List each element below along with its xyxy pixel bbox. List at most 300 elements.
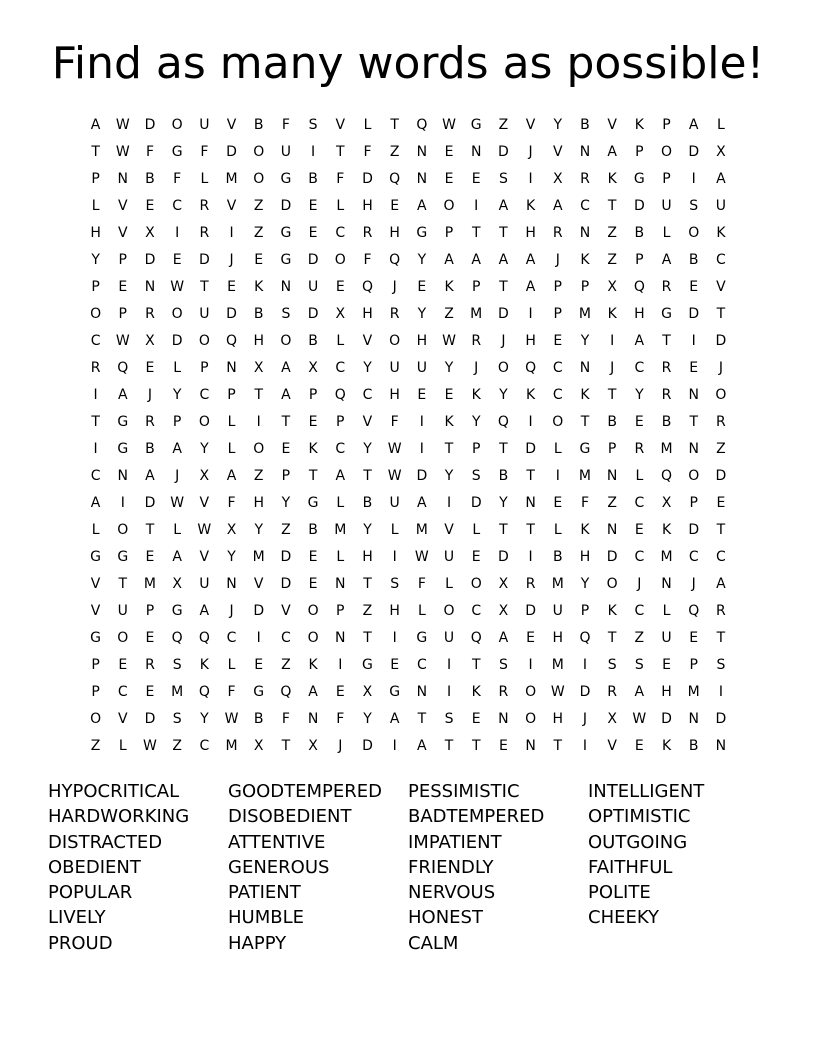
grid-letter: P <box>580 603 590 619</box>
grid-letter: P <box>607 441 617 457</box>
grid-letter: V <box>117 711 128 727</box>
grid-row <box>82 139 742 166</box>
grid-letter: I <box>93 441 98 457</box>
letter-grid <box>82 112 742 760</box>
grid-letter: O <box>525 684 537 700</box>
grid-letter: H <box>661 684 672 700</box>
grid-letter: K <box>607 171 617 187</box>
grid-letter: G <box>416 630 428 646</box>
grid-letter: D <box>144 252 156 268</box>
grid-letter: D <box>362 738 373 754</box>
grid-letter: T <box>471 738 481 754</box>
grid-letter: B <box>145 171 155 187</box>
grid-letter: L <box>91 198 100 214</box>
grid-letter: Q <box>389 171 401 187</box>
grid-letter: Q <box>280 684 292 700</box>
grid-letter: D <box>498 144 509 160</box>
grid-letter: I <box>582 657 588 673</box>
grid-letter: E <box>444 171 454 187</box>
grid-letter: Y <box>363 711 372 727</box>
grid-letter: R <box>145 306 155 322</box>
grid-letter: O <box>171 117 183 133</box>
grid-letter: G <box>280 225 292 241</box>
grid-letter: C <box>335 441 346 457</box>
grid-row <box>82 706 742 733</box>
grid-letter: Q <box>688 603 700 619</box>
grid-letter: V <box>117 198 128 214</box>
grid-letter: V <box>90 576 101 592</box>
grid-letter: N <box>280 279 292 295</box>
grid-letter: C <box>362 387 373 403</box>
grid-letter: T <box>716 306 726 322</box>
grid-letter: E <box>308 198 318 214</box>
grid-row <box>82 112 742 139</box>
grid-letter: S <box>607 657 617 673</box>
grid-letter: U <box>443 549 455 565</box>
grid-letter: A <box>281 360 291 376</box>
grid-letter: U <box>280 144 292 160</box>
grid-letter: N <box>661 576 672 592</box>
grid-letter: I <box>691 333 696 349</box>
grid-letter: O <box>497 360 509 376</box>
grid-letter: A <box>607 144 617 160</box>
grid-letter: A <box>716 576 726 592</box>
grid-row <box>82 544 742 571</box>
grid-letter: Y <box>471 414 481 430</box>
grid-letter: H <box>552 711 564 727</box>
grid-letter: Z <box>634 630 645 646</box>
grid-letter: N <box>579 225 591 241</box>
grid-letter: E <box>553 495 563 511</box>
grid-letter: C <box>552 387 563 403</box>
grid-letter: C <box>281 630 291 646</box>
word-list-item: OUTGOING <box>588 831 688 853</box>
grid-letter: Q <box>361 279 373 295</box>
grid-letter: F <box>363 144 372 160</box>
grid-letter: U <box>443 630 455 646</box>
grid-letter: E <box>498 738 508 754</box>
grid-letter: O <box>389 333 401 349</box>
grid-letter: T <box>607 387 617 403</box>
grid-letter: W <box>414 549 429 565</box>
grid-letter: N <box>416 144 428 160</box>
grid-letter: F <box>336 711 345 727</box>
grid-letter: C <box>634 549 645 565</box>
grid-letter: H <box>253 495 264 511</box>
grid-letter: L <box>635 468 644 484</box>
grid-letter: E <box>471 711 481 727</box>
grid-letter: Q <box>661 468 673 484</box>
grid-letter: D <box>688 144 700 160</box>
grid-row <box>82 166 742 193</box>
grid-letter: B <box>253 306 264 322</box>
grid-letter: N <box>144 279 156 295</box>
grid-letter: P <box>200 360 209 376</box>
grid-letter: C <box>226 630 237 646</box>
grid-letter: D <box>498 549 509 565</box>
grid-letter: A <box>716 171 726 187</box>
grid-letter: S <box>390 576 400 592</box>
grid-letter: I <box>474 198 479 214</box>
word-list-item: GENEROUS <box>228 856 330 878</box>
grid-letter: E <box>444 387 454 403</box>
grid-letter: Y <box>172 387 182 403</box>
grid-letter: E <box>417 279 427 295</box>
grid-letter: O <box>198 414 210 430</box>
word-list-column <box>588 779 768 956</box>
grid-letter: H <box>389 225 400 241</box>
grid-letter: V <box>362 414 373 430</box>
grid-letter: D <box>633 198 645 214</box>
grid-letter: U <box>416 360 427 376</box>
grid-letter: Z <box>607 252 617 268</box>
grid-letter: E <box>145 684 155 700</box>
grid-letter: X <box>607 279 617 295</box>
grid-letter: V <box>199 549 210 565</box>
grid-letter: I <box>446 657 452 673</box>
grid-letter: Q <box>117 360 129 376</box>
grid-letter: X <box>607 711 617 727</box>
grid-letter: Y <box>227 549 236 565</box>
grid-letter: B <box>308 522 318 538</box>
grid-letter: J <box>474 360 479 376</box>
grid-letter: K <box>607 603 617 619</box>
grid-letter: K <box>607 306 617 322</box>
grid-letter: P <box>471 279 481 295</box>
grid-letter: T <box>471 225 481 241</box>
grid-letter: K <box>634 117 644 133</box>
grid-letter: Y <box>200 441 209 457</box>
grid-row <box>82 274 742 301</box>
grid-letter: V <box>226 198 237 214</box>
grid-letter: P <box>91 171 100 187</box>
grid-letter: L <box>336 333 345 349</box>
grid-letter: T <box>553 738 563 754</box>
grid-letter: A <box>661 252 672 268</box>
grid-row <box>82 382 742 409</box>
grid-letter: L <box>445 576 453 592</box>
grid-letter: T <box>390 117 399 133</box>
grid-letter: S <box>172 657 182 673</box>
grid-letter: Y <box>363 360 372 376</box>
grid-letter: H <box>389 387 400 403</box>
grid-letter: O <box>715 387 727 403</box>
grid-letter: H <box>253 333 264 349</box>
grid-letter: C <box>416 657 427 673</box>
grid-letter: L <box>336 198 345 214</box>
grid-letter: X <box>199 468 210 484</box>
grid-letter: F <box>417 576 426 592</box>
grid-letter: T <box>444 738 454 754</box>
grid-row <box>82 301 742 328</box>
grid-letter: N <box>226 360 237 376</box>
grid-letter: X <box>498 576 509 592</box>
grid-letter: N <box>335 630 346 646</box>
grid-letter: I <box>446 495 452 511</box>
grid-letter: F <box>200 144 209 160</box>
grid-letter: D <box>470 495 482 511</box>
grid-letter: M <box>578 468 592 484</box>
grid-letter: K <box>580 387 590 403</box>
grid-letter: V <box>117 225 128 241</box>
word-list-item: FAITHFUL <box>588 856 673 878</box>
grid-letter: O <box>280 333 292 349</box>
grid-letter: F <box>336 171 345 187</box>
grid-letter: W <box>170 279 185 295</box>
grid-letter: R <box>716 414 726 430</box>
grid-letter: K <box>254 279 264 295</box>
grid-letter: H <box>416 333 428 349</box>
grid-letter: T <box>471 657 481 673</box>
grid-letter: I <box>338 657 343 673</box>
grid-letter: V <box>552 144 563 160</box>
grid-letter: E <box>634 414 644 430</box>
grid-letter: I <box>528 306 533 322</box>
grid-letter: N <box>688 387 699 403</box>
grid-letter: I <box>528 657 533 673</box>
grid-letter: N <box>525 738 536 754</box>
grid-row <box>82 463 742 490</box>
grid-letter: N <box>117 468 129 484</box>
grid-letter: N <box>688 711 699 727</box>
grid-letter: L <box>118 738 127 754</box>
grid-letter: P <box>444 225 454 241</box>
grid-letter: O <box>171 306 183 322</box>
grid-letter: O <box>606 576 618 592</box>
grid-letter: Z <box>498 117 509 133</box>
grid-letter: L <box>472 522 481 538</box>
word-list-item: POLITE <box>588 882 651 904</box>
grid-letter: U <box>389 495 400 511</box>
grid-letter: W <box>224 711 239 727</box>
grid-letter: F <box>173 171 182 187</box>
grid-letter: T <box>499 522 508 538</box>
grid-letter: D <box>498 306 509 322</box>
grid-letter: I <box>419 441 424 457</box>
grid-letter: J <box>392 279 397 295</box>
grid-letter: Y <box>553 117 563 133</box>
grid-letter: U <box>199 576 210 592</box>
grid-letter: X <box>308 360 318 376</box>
grid-letter: M <box>470 306 483 322</box>
grid-letter: D <box>525 603 536 619</box>
word-list-item: OPTIMISTIC <box>588 806 691 828</box>
grid-letter: L <box>227 441 236 457</box>
grid-letter: E <box>526 630 536 646</box>
grid-letter: D <box>280 576 292 592</box>
grid-letter: R <box>471 333 482 349</box>
grid-letter: T <box>716 522 726 538</box>
grid-letter: R <box>498 684 509 700</box>
grid-letter: B <box>308 171 318 187</box>
grid-row <box>82 598 742 625</box>
grid-letter: E <box>281 441 291 457</box>
grid-letter: L <box>91 522 100 538</box>
grid-letter: P <box>580 279 590 295</box>
grid-letter: I <box>256 630 261 646</box>
grid-letter: O <box>443 603 455 619</box>
grid-letter: D <box>307 306 319 322</box>
grid-letter: I <box>691 171 696 187</box>
grid-letter: A <box>498 630 509 646</box>
grid-letter: G <box>280 171 292 187</box>
grid-letter: K <box>661 522 672 538</box>
grid-letter: R <box>199 225 210 241</box>
grid-letter: L <box>363 117 372 133</box>
grid-letter: B <box>661 414 672 430</box>
grid-letter: G <box>171 144 183 160</box>
grid-letter: U <box>661 630 672 646</box>
grid-letter: G <box>253 684 265 700</box>
grid-letter: E <box>662 657 671 673</box>
grid-letter: P <box>308 387 318 403</box>
grid-letter: P <box>662 171 671 187</box>
grid-letter: J <box>718 360 723 376</box>
grid-letter: I <box>256 414 261 430</box>
grid-letter: G <box>362 657 373 673</box>
grid-letter: D <box>688 306 700 322</box>
grid-letter: B <box>498 468 509 484</box>
grid-letter: E <box>390 657 400 673</box>
grid-letter: G <box>389 684 401 700</box>
grid-letter: E <box>689 360 699 376</box>
grid-letter: W <box>170 495 185 511</box>
grid-letter: T <box>716 630 726 646</box>
grid-letter: I <box>610 333 615 349</box>
grid-letter: D <box>280 549 292 565</box>
word-list-column <box>408 779 588 956</box>
grid-letter: V <box>716 279 726 295</box>
grid-letter: Y <box>580 576 590 592</box>
grid-letter: E <box>172 252 182 268</box>
grid-letter: E <box>634 738 644 754</box>
grid-letter: C <box>199 387 210 403</box>
grid-letter: G <box>307 495 319 511</box>
grid-letter: T <box>526 522 535 538</box>
grid-letter: E <box>390 198 400 214</box>
grid-letter: K <box>199 657 209 673</box>
grid-letter: B <box>552 549 563 565</box>
grid-letter: C <box>634 603 645 619</box>
grid-letter: E <box>254 252 264 268</box>
grid-letter: E <box>634 522 644 538</box>
grid-letter: T <box>281 414 291 430</box>
grid-letter: U <box>117 603 128 619</box>
word-list-item: IMPATIENT <box>408 831 502 853</box>
grid-letter: Z <box>362 603 373 619</box>
grid-letter: T <box>499 441 508 457</box>
grid-letter: Q <box>198 630 210 646</box>
grid-letter: E <box>254 657 264 673</box>
grid-letter: Y <box>91 252 100 268</box>
grid-letter: X <box>308 738 318 754</box>
grid-letter: E <box>118 279 128 295</box>
grid-letter: O <box>198 333 210 349</box>
grid-letter: Z <box>172 738 182 754</box>
grid-letter: P <box>91 657 100 673</box>
word-list-item: FRIENDLY <box>408 856 494 878</box>
grid-letter: X <box>253 360 264 376</box>
word-list-item: CHEEKY <box>588 907 660 929</box>
grid-letter: Z <box>716 441 726 457</box>
grid-letter: O <box>334 252 346 268</box>
grid-letter: K <box>526 387 536 403</box>
grid-letter: C <box>634 360 645 376</box>
grid-letter: X <box>172 576 182 592</box>
word-list-item: HAPPY <box>228 932 287 954</box>
grid-row <box>82 679 742 706</box>
word-list-item: POPULAR <box>48 882 133 904</box>
grid-letter: K <box>444 279 454 295</box>
grid-letter: E <box>308 225 318 241</box>
grid-letter: I <box>582 738 588 754</box>
grid-letter: M <box>660 441 673 457</box>
grid-letter: A <box>525 252 536 268</box>
grid-letter: Y <box>254 522 263 538</box>
grid-letter: L <box>417 603 426 619</box>
grid-letter: X <box>226 522 237 538</box>
grid-letter: T <box>526 468 535 484</box>
grid-letter: L <box>553 522 562 538</box>
grid-letter: A <box>688 117 699 133</box>
grid-letter: S <box>689 198 699 214</box>
grid-letter: M <box>171 684 184 700</box>
grid-letter: E <box>335 279 345 295</box>
grid-letter: P <box>91 684 100 700</box>
grid-letter: N <box>416 684 428 700</box>
grid-letter: B <box>580 117 590 133</box>
grid-letter: O <box>90 711 102 727</box>
grid-letter: G <box>661 306 672 322</box>
grid-letter: W <box>387 441 402 457</box>
grid-letter: L <box>227 657 236 673</box>
grid-letter: N <box>525 495 536 511</box>
grid-letter: R <box>661 279 672 295</box>
grid-row <box>82 436 742 463</box>
grid-letter: I <box>392 549 397 565</box>
word-list-item: HUMBLE <box>228 907 304 929</box>
grid-letter: L <box>336 495 345 511</box>
grid-letter: V <box>444 522 454 538</box>
grid-letter: T <box>417 711 427 727</box>
grid-letter: U <box>199 306 210 322</box>
grid-letter: N <box>579 144 591 160</box>
grid-letter: U <box>661 198 672 214</box>
page-title: Find as many words as possible! <box>51 38 765 89</box>
grid-letter: Y <box>200 711 209 727</box>
grid-letter: B <box>362 495 373 511</box>
grid-letter: R <box>90 360 101 376</box>
grid-letter: H <box>90 225 101 241</box>
word-list-item: HONEST <box>408 907 483 929</box>
grid-letter: A <box>552 198 563 214</box>
grid-letter: R <box>145 657 155 673</box>
grid-letter: N <box>470 144 482 160</box>
grid-letter: F <box>281 117 290 133</box>
word-list-column <box>48 779 228 956</box>
grid-letter: D <box>416 468 428 484</box>
grid-letter: J <box>555 252 560 268</box>
grid-letter: A <box>117 387 128 403</box>
grid-letter: L <box>553 441 562 457</box>
grid-letter: V <box>362 333 373 349</box>
grid-letter: X <box>145 333 155 349</box>
grid-letter: C <box>688 549 699 565</box>
grid-letter: I <box>93 387 98 403</box>
grid-letter: N <box>606 468 618 484</box>
grid-letter: Z <box>253 468 264 484</box>
grid-letter: A <box>281 387 291 403</box>
